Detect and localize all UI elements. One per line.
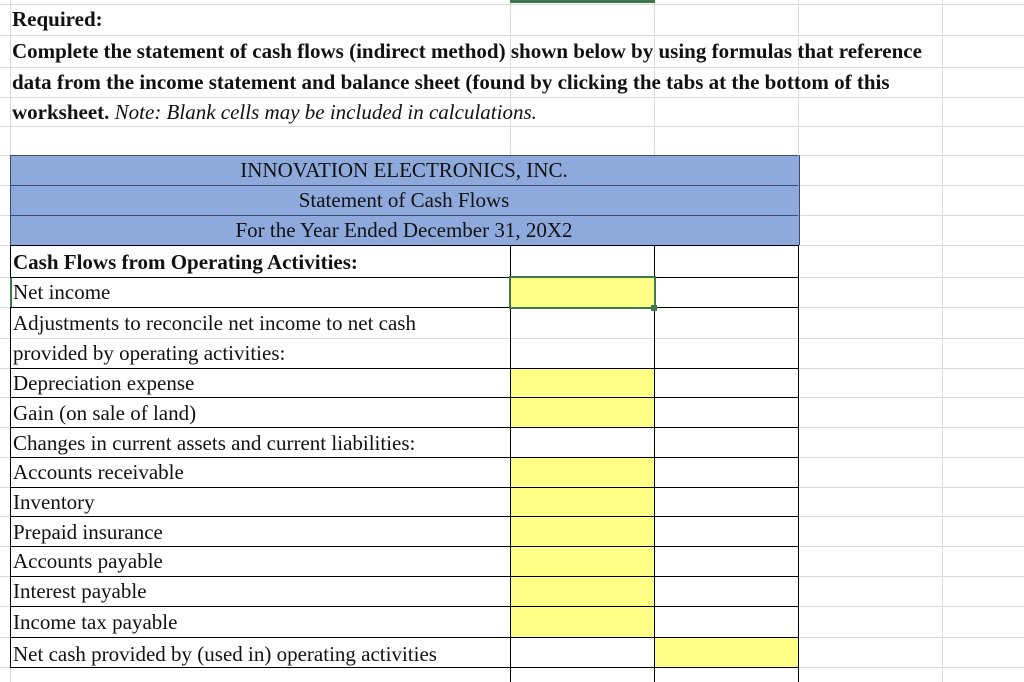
company-name: INNOVATION ELECTRONICS, INC.	[240, 158, 568, 182]
row-net-cash-operating: Net cash provided by (used in) operating activities	[13, 642, 437, 666]
cell-gain-land[interactable]	[511, 398, 654, 427]
cell-prepaid-insurance[interactable]	[511, 517, 654, 546]
cell-income-tax-payable[interactable]	[511, 607, 654, 637]
row-inventory: Inventory	[13, 490, 95, 514]
row-gain-sale-of-land: Gain (on sale of land)	[13, 401, 197, 425]
statement-title: Statement of Cash Flows	[298, 188, 510, 212]
active-cell-selection[interactable]	[509, 276, 656, 309]
cell-net-cash-operating[interactable]	[655, 638, 798, 667]
row-changes-header: Changes in current assets and current liabilities:	[13, 431, 416, 455]
fill-handle[interactable]	[651, 305, 657, 311]
instructions-line-2: data from the income statement and balance sheet (found by clicking the tabs at the bottom of this	[12, 70, 890, 94]
row-accounts-receivable: Accounts receivable	[13, 460, 184, 484]
column-selection-indicator	[510, 0, 655, 3]
instructions-line-3-bold: worksheet.	[12, 100, 110, 124]
cell-accounts-receivable[interactable]	[511, 458, 654, 487]
row-adjustments-line-2: provided by operating activities:	[13, 341, 286, 365]
row-net-income: Net income	[13, 280, 111, 304]
instructions-line-1: Complete the statement of cash flows (indirect method) shown below by using formulas that reference	[12, 39, 922, 63]
row-accounts-payable: Accounts payable	[13, 549, 163, 573]
required-label: Required:	[12, 7, 103, 31]
row-adjustments-line-1: Adjustments to reconcile net income to net cash	[13, 311, 416, 335]
instructions-note: Note: Blank cells may be included in calculations.	[114, 100, 537, 124]
row-depreciation-expense: Depreciation expense	[13, 371, 195, 395]
cell-accounts-payable[interactable]	[511, 547, 654, 576]
cell-depreciation[interactable]	[511, 369, 654, 397]
row-income-tax-payable: Income tax payable	[13, 610, 178, 634]
row-selection-marker	[10, 278, 12, 307]
cell-interest-payable[interactable]	[511, 577, 654, 606]
row-prepaid-insurance: Prepaid insurance	[13, 520, 163, 544]
section-operating-activities: Cash Flows from Operating Activities:	[13, 250, 358, 274]
row-interest-payable: Interest payable	[13, 579, 147, 603]
cell-inventory[interactable]	[511, 488, 654, 516]
statement-period: For the Year Ended December 31, 20X2	[235, 218, 573, 242]
instructions-line-3	[12, 97, 537, 127]
